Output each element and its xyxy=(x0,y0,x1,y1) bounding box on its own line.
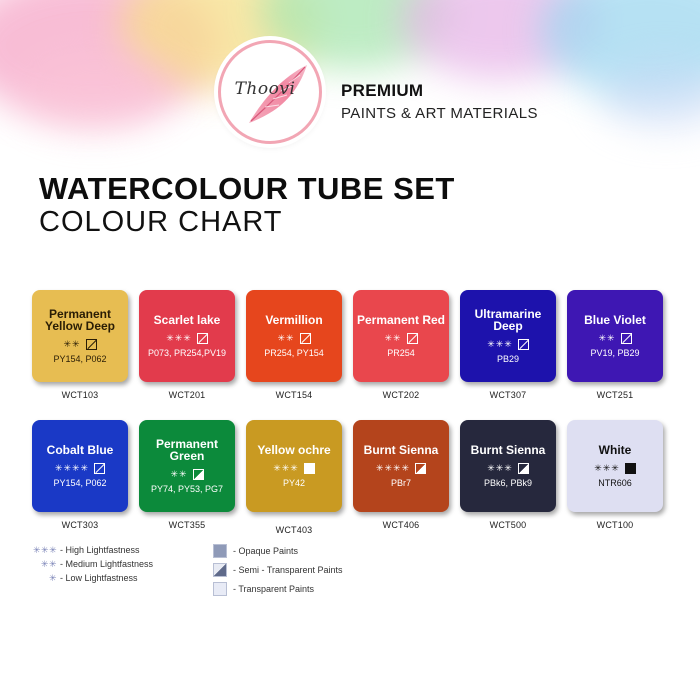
pigment-codes: PY74, PY53, PG7 xyxy=(150,484,224,494)
brand-subtitle: PAINTS & ART MATERIALS xyxy=(341,105,538,122)
opacity-legend xyxy=(213,541,343,598)
colour-tube xyxy=(32,290,128,400)
opacity-swatch-icon xyxy=(213,563,227,577)
lightfastness-stars: ✳✳ xyxy=(63,339,81,349)
opacity-icon xyxy=(518,339,529,350)
colour-tube xyxy=(32,420,128,530)
colour-swatch xyxy=(353,290,449,382)
lightfastness-stars: ✳✳✳✳ xyxy=(375,463,411,473)
legend-label: - Opaque Paints xyxy=(233,545,299,556)
colour-grid xyxy=(32,290,672,540)
colour-tube xyxy=(139,290,235,400)
pigment-codes: PBk6, PBk9 xyxy=(483,478,533,488)
pigment-codes: PB29 xyxy=(496,354,520,364)
lightfastness-stars: ✳✳✳✳ xyxy=(54,463,90,473)
colour-name: Burnt Sienna xyxy=(470,443,546,457)
product-code: WCT202 xyxy=(382,390,420,400)
colour-swatch xyxy=(353,420,449,512)
lightfastness-stars: ✳✳✳ xyxy=(273,463,299,473)
product-code: WCT201 xyxy=(168,390,206,400)
colour-name: Burnt Sienna xyxy=(363,443,439,457)
pigment-codes: NTR606 xyxy=(598,478,632,488)
brand-title: PREMIUM xyxy=(341,81,424,100)
product-code: WCT103 xyxy=(61,390,99,400)
opacity-swatch-icon xyxy=(213,544,227,558)
colour-name: Permanent Yellow Deep xyxy=(44,307,116,333)
opacity-legend-item xyxy=(213,579,343,598)
lightfastness-stars: ✳✳✳ xyxy=(166,333,192,343)
page-title: WATERCOLOUR TUBE SET xyxy=(39,171,455,206)
colour-name: Yellow ochre xyxy=(257,443,331,457)
colour-swatch xyxy=(32,420,128,512)
colour-tube xyxy=(460,290,556,400)
colour-name: Ultramarine Deep xyxy=(474,307,542,333)
product-code: WCT100 xyxy=(596,520,634,530)
opacity-legend-item xyxy=(213,560,343,579)
legend-label: - Transparent Paints xyxy=(233,583,315,594)
product-code: WCT154 xyxy=(275,390,313,400)
pigment-codes: PY42 xyxy=(282,478,306,488)
lightfastness-legend-item xyxy=(33,543,153,557)
legend-label: - Medium Lightfastness xyxy=(60,559,154,569)
rating-row xyxy=(598,332,631,344)
colour-swatch xyxy=(246,290,342,382)
rating-row xyxy=(63,338,96,350)
pigment-codes: PY154, P062 xyxy=(53,354,107,364)
lightfastness-stars: ✳✳✳ xyxy=(594,463,620,473)
colour-swatch xyxy=(567,290,663,382)
brand-block xyxy=(341,81,538,122)
product-code: WCT355 xyxy=(168,520,206,530)
colour-name: White xyxy=(598,443,632,457)
colour-swatch xyxy=(32,290,128,382)
lightfastness-stars: ✳✳ xyxy=(170,469,188,479)
rating-row xyxy=(594,462,636,474)
colour-tube xyxy=(246,290,342,400)
opacity-swatch-icon xyxy=(213,582,227,596)
opacity-icon xyxy=(518,463,529,474)
colour-tube xyxy=(353,290,449,400)
opacity-icon xyxy=(415,463,426,474)
rating-row xyxy=(273,462,315,474)
rating-row xyxy=(166,332,208,344)
product-code: WCT403 xyxy=(275,525,313,535)
colour-name: Cobalt Blue xyxy=(46,443,114,457)
opacity-icon xyxy=(94,463,105,474)
pigment-codes: P073, PR254,PV19 xyxy=(147,348,227,358)
colour-tube xyxy=(246,420,342,535)
opacity-icon xyxy=(197,333,208,344)
legend-stars: ✳✳✳ xyxy=(33,544,58,555)
brand-logo xyxy=(218,40,322,144)
legend-label: - Low Lightfastness xyxy=(60,573,138,583)
legend-label: - High Lightfastness xyxy=(60,545,140,555)
colour-swatch xyxy=(567,420,663,512)
product-code: WCT500 xyxy=(489,520,527,530)
rating-row xyxy=(376,462,426,474)
colour-swatch xyxy=(139,420,235,512)
colour-name: Permanent Green xyxy=(155,437,219,463)
opacity-icon xyxy=(407,333,418,344)
lightfastness-stars: ✳✳ xyxy=(384,333,402,343)
opacity-legend-item xyxy=(213,541,343,560)
opacity-icon xyxy=(300,333,311,344)
colour-name: Scarlet lake xyxy=(153,313,221,327)
opacity-icon xyxy=(625,463,636,474)
legend-label: - Semi - Transparent Paints xyxy=(233,564,343,575)
colour-tube xyxy=(353,420,449,530)
colour-tube xyxy=(139,420,235,530)
colour-tube xyxy=(460,420,556,530)
colour-name: Vermillion xyxy=(265,313,323,327)
lightfastness-legend xyxy=(33,543,153,585)
lightfastness-stars: ✳✳✳ xyxy=(487,339,513,349)
opacity-icon xyxy=(193,469,204,480)
lightfastness-legend-item xyxy=(33,571,153,585)
colour-swatch xyxy=(460,420,556,512)
rating-row xyxy=(55,462,105,474)
lightfastness-legend-item xyxy=(33,557,153,571)
product-code: WCT406 xyxy=(382,520,420,530)
lightfastness-stars: ✳✳✳ xyxy=(487,463,513,473)
lightfastness-stars: ✳✳ xyxy=(277,333,295,343)
page-subtitle: COLOUR CHART xyxy=(39,206,283,238)
pigment-codes: PY154, P062 xyxy=(53,478,107,488)
rating-row xyxy=(384,332,417,344)
opacity-icon xyxy=(621,333,632,344)
legend-stars: ✳✳ xyxy=(40,558,57,569)
pigment-codes: PBr7 xyxy=(390,478,411,488)
pigment-codes: PR254 xyxy=(387,348,415,358)
rating-row xyxy=(277,332,310,344)
colour-name: Permanent Red xyxy=(356,313,446,327)
rating-row xyxy=(487,462,529,474)
pigment-codes: PR254, PY154 xyxy=(264,348,324,358)
opacity-icon xyxy=(86,339,97,350)
colour-swatch xyxy=(246,420,342,512)
opacity-icon xyxy=(304,463,315,474)
colour-tube xyxy=(567,420,663,530)
colour-swatch xyxy=(460,290,556,382)
lightfastness-stars: ✳✳ xyxy=(598,333,616,343)
product-code: WCT303 xyxy=(61,520,99,530)
colour-swatch xyxy=(139,290,235,382)
logo-wordmark: Thoovi xyxy=(234,79,296,99)
product-code: WCT307 xyxy=(489,390,527,400)
legend-stars: ✳ xyxy=(48,572,57,583)
rating-row xyxy=(487,338,529,350)
colour-name: Blue Violet xyxy=(584,313,646,327)
colour-tube xyxy=(567,290,663,400)
pigment-codes: PV19, PB29 xyxy=(590,348,640,358)
product-code: WCT251 xyxy=(596,390,634,400)
rating-row xyxy=(170,468,203,480)
